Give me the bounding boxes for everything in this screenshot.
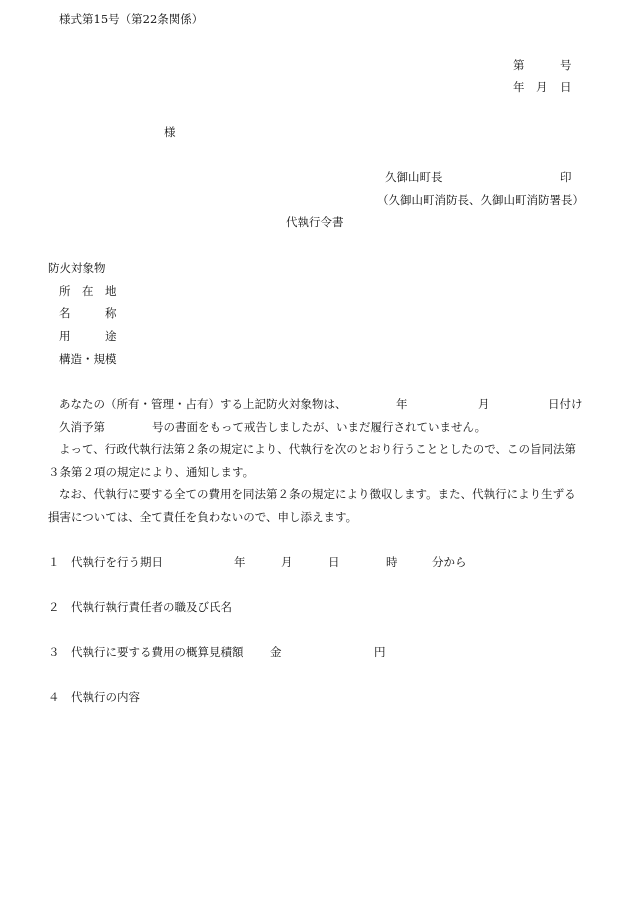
para2-line2: ３条第２項の規定により、通知します。	[48, 465, 255, 479]
field-location-label: 所 在 地	[59, 284, 117, 298]
item-3-label: 代執行に要する費用の概算見積額	[71, 645, 244, 659]
field-name-label: 名 称	[59, 306, 117, 320]
property-heading: 防火対象物	[48, 261, 106, 275]
item-1-minute-from: 分から	[432, 555, 467, 569]
para1-dated: 日付け	[548, 397, 583, 411]
item-1-label: 代執行を行う期日	[71, 555, 163, 569]
para1-year: 年	[396, 397, 408, 411]
item-3-yen: 円	[374, 645, 386, 659]
document-title: 代執行令書	[286, 215, 344, 229]
para3-line1: なお、代執行に要する全ての費用を同法第２条の規定により徴収します。また、代執行により生ずる	[59, 487, 576, 501]
field-structure-label: 構造・規模	[59, 352, 117, 366]
issue-date-day: 日	[560, 80, 572, 94]
issuer-title: 久御山町長	[385, 170, 443, 184]
item-4-number: ４	[48, 690, 60, 704]
form-number: 様式第15号（第22条関係）	[59, 12, 204, 26]
seal-mark: 印	[560, 170, 572, 184]
item-3-kin: 金	[270, 645, 282, 659]
item-3-number: ３	[48, 645, 60, 659]
issue-date-month: 月	[536, 80, 548, 94]
item-1-year: 年	[234, 555, 246, 569]
issue-date-year: 年	[513, 80, 525, 94]
para3-line2: 損害については、全て責任を負わないので、申し添えます。	[48, 510, 358, 524]
item-1-month: 月	[281, 555, 293, 569]
para1-ref-prefix: 久消予第	[59, 420, 105, 434]
item-1-day: 日	[328, 555, 340, 569]
para1-month: 月	[478, 397, 490, 411]
doc-number-dai: 第	[513, 58, 525, 72]
doc-number-go: 号	[560, 58, 572, 72]
item-2-number: ２	[48, 600, 60, 614]
issuer-alt-title: （久御山町消防長、久御山町消防署長）	[377, 193, 584, 207]
item-2-label: 代執行執行責任者の職及び氏名	[71, 600, 232, 614]
para1-ref-rest: 号の書面をもって戒告しましたが、いまだ履行されていません。	[152, 420, 487, 434]
addressee-sama: 様	[164, 125, 176, 139]
item-1-hour: 時	[386, 555, 398, 569]
para2-line1: よって、行政代執行法第２条の規定により、代執行を次のとおり行うこととしたので、この旨同法第	[59, 442, 577, 456]
field-use-label: 用 途	[59, 329, 117, 343]
para1-lead: あなたの（所有・管理・占有）する上記防火対象物は、	[59, 397, 347, 411]
item-4-label: 代執行の内容	[71, 690, 140, 704]
item-1-number: １	[48, 555, 60, 569]
